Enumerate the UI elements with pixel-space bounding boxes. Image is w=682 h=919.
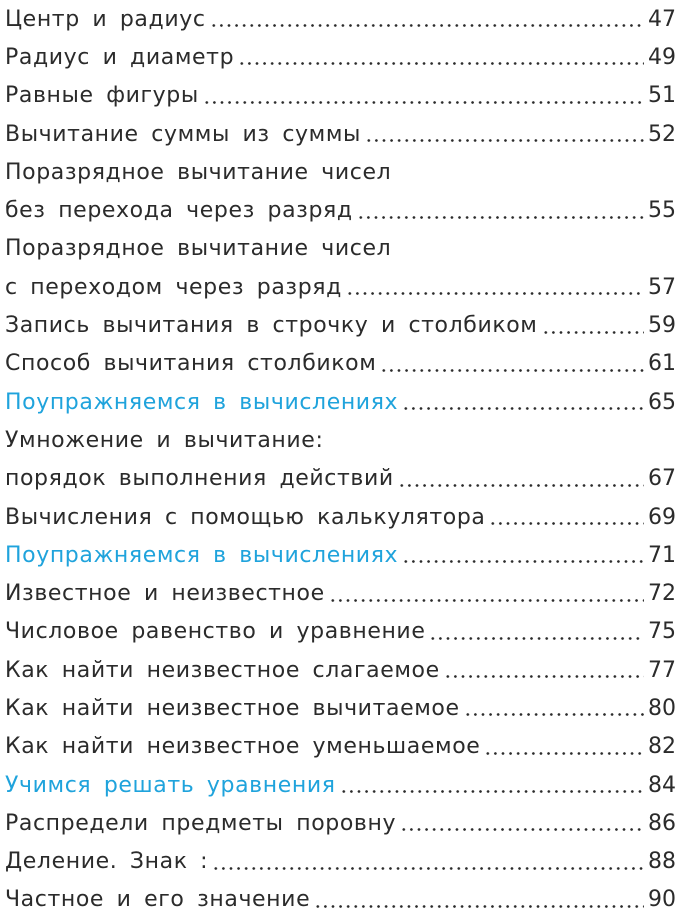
toc-entry-title: без перехода через разряд <box>5 198 353 224</box>
toc-entry-page-number: 67 <box>648 466 676 492</box>
toc-entry-page-number: 77 <box>648 657 676 683</box>
dot-leader <box>489 506 644 528</box>
toc-entry <box>5 574 676 612</box>
toc-entry <box>5 383 676 421</box>
toc-entry-page-number: 59 <box>648 313 676 339</box>
toc-entry-continued <box>5 153 676 191</box>
dot-leader <box>542 315 645 337</box>
dot-leader <box>444 659 644 681</box>
toc-entry-page-number: 51 <box>648 83 676 109</box>
toc-entry <box>5 843 676 881</box>
toc-entry-title-highlighted: Поупражняемся в вычислениях <box>5 389 399 415</box>
dot-leader <box>340 774 644 796</box>
dot-leader <box>464 697 644 719</box>
toc-entry-continued <box>5 421 676 459</box>
toc-entry-page-number: 86 <box>648 810 676 836</box>
toc-entry <box>5 613 676 651</box>
dot-leader <box>212 851 644 873</box>
toc-entry-title: Известное и неизвестное <box>5 581 325 607</box>
dot-leader <box>380 353 644 375</box>
dot-leader <box>238 46 644 68</box>
dot-leader <box>400 812 644 834</box>
toc-entry-title: Частное и его значение <box>5 887 311 913</box>
toc-entry-title: Числовое равенство и уравнение <box>5 619 426 645</box>
table-of-contents <box>5 0 676 919</box>
toc-entry-title: Вычисления с помощью калькулятора <box>5 504 486 530</box>
toc-entry <box>5 0 676 38</box>
toc-entry-page-number: 55 <box>648 198 676 224</box>
toc-entry-title: Запись вычитания в строчку и столбиком <box>5 313 538 339</box>
toc-entry-title-highlighted: Поупражняемся в вычислениях <box>5 542 399 568</box>
toc-entry-page-number: 88 <box>648 849 676 875</box>
toc-entry-page-number: 90 <box>648 887 676 913</box>
toc-entry-page-number: 52 <box>648 121 676 147</box>
toc-entry <box>5 728 676 766</box>
toc-entry-title: с переходом через разряд <box>5 274 342 300</box>
dot-leader <box>210 8 644 30</box>
toc-entry-title: Распредели предметы поровну <box>5 810 397 836</box>
toc-entry-title: Центр и радиус <box>5 6 206 32</box>
toc-entry <box>5 191 676 229</box>
toc-entry-page-number: 61 <box>648 351 676 377</box>
toc-entry-title: Поразрядное вычитание чисел <box>5 236 392 262</box>
toc-entry-page-number: 71 <box>648 542 676 568</box>
dot-leader <box>402 544 644 566</box>
toc-entry-page-number: 72 <box>648 581 676 607</box>
dot-leader <box>398 468 644 490</box>
toc-entry-page-number: 80 <box>648 695 676 721</box>
dot-leader <box>346 276 644 298</box>
toc-entry-title: Деление. Знак : <box>5 849 209 875</box>
dot-leader <box>329 583 644 605</box>
dot-leader <box>357 200 644 222</box>
toc-entry <box>5 498 676 536</box>
toc-entry <box>5 804 676 842</box>
toc-entry-page-number: 49 <box>648 44 676 70</box>
toc-entry-title: Способ вычитания столбиком <box>5 351 377 377</box>
toc-entry-page-number: 82 <box>648 734 676 760</box>
toc-entry <box>5 306 676 344</box>
toc-entry <box>5 689 676 727</box>
toc-entry-title: Поразрядное вычитание чисел <box>5 159 392 185</box>
toc-entry <box>5 651 676 689</box>
toc-entry-page-number: 84 <box>648 772 676 798</box>
toc-entry <box>5 38 676 76</box>
dot-leader <box>365 123 644 145</box>
dot-leader <box>484 736 644 758</box>
toc-entry <box>5 460 676 498</box>
toc-entry-title: Как найти неизвестное слагаемое <box>5 657 440 683</box>
toc-entry-continued <box>5 230 676 268</box>
toc-entry-title: Умножение и вычитание: <box>5 427 324 453</box>
toc-entry-title: Как найти неизвестное вычитаемое <box>5 695 460 721</box>
dot-leader <box>203 85 644 107</box>
toc-entry-page-number: 69 <box>648 504 676 530</box>
dot-leader <box>402 391 644 413</box>
toc-entry-page-number: 47 <box>648 6 676 32</box>
toc-entry <box>5 268 676 306</box>
dot-leader <box>429 621 644 643</box>
toc-entry-title: Радиус и диаметр <box>5 44 235 70</box>
toc-entry-title: порядок выполнения действий <box>5 466 394 492</box>
toc-entry <box>5 766 676 804</box>
toc-entry-title: Равные фигуры <box>5 83 199 109</box>
toc-entry <box>5 115 676 153</box>
toc-entry-title: Как найти неизвестное уменьшаемое <box>5 734 481 760</box>
toc-entry <box>5 77 676 115</box>
toc-entry-page-number: 75 <box>648 619 676 645</box>
toc-entry-page-number: 57 <box>648 274 676 300</box>
toc-entry-page-number: 65 <box>648 389 676 415</box>
toc-entry <box>5 345 676 383</box>
toc-entry-title: Вычитание суммы из суммы <box>5 121 362 147</box>
toc-entry-title-highlighted: Учимся решать уравнения <box>5 772 336 798</box>
toc-entry <box>5 536 676 574</box>
